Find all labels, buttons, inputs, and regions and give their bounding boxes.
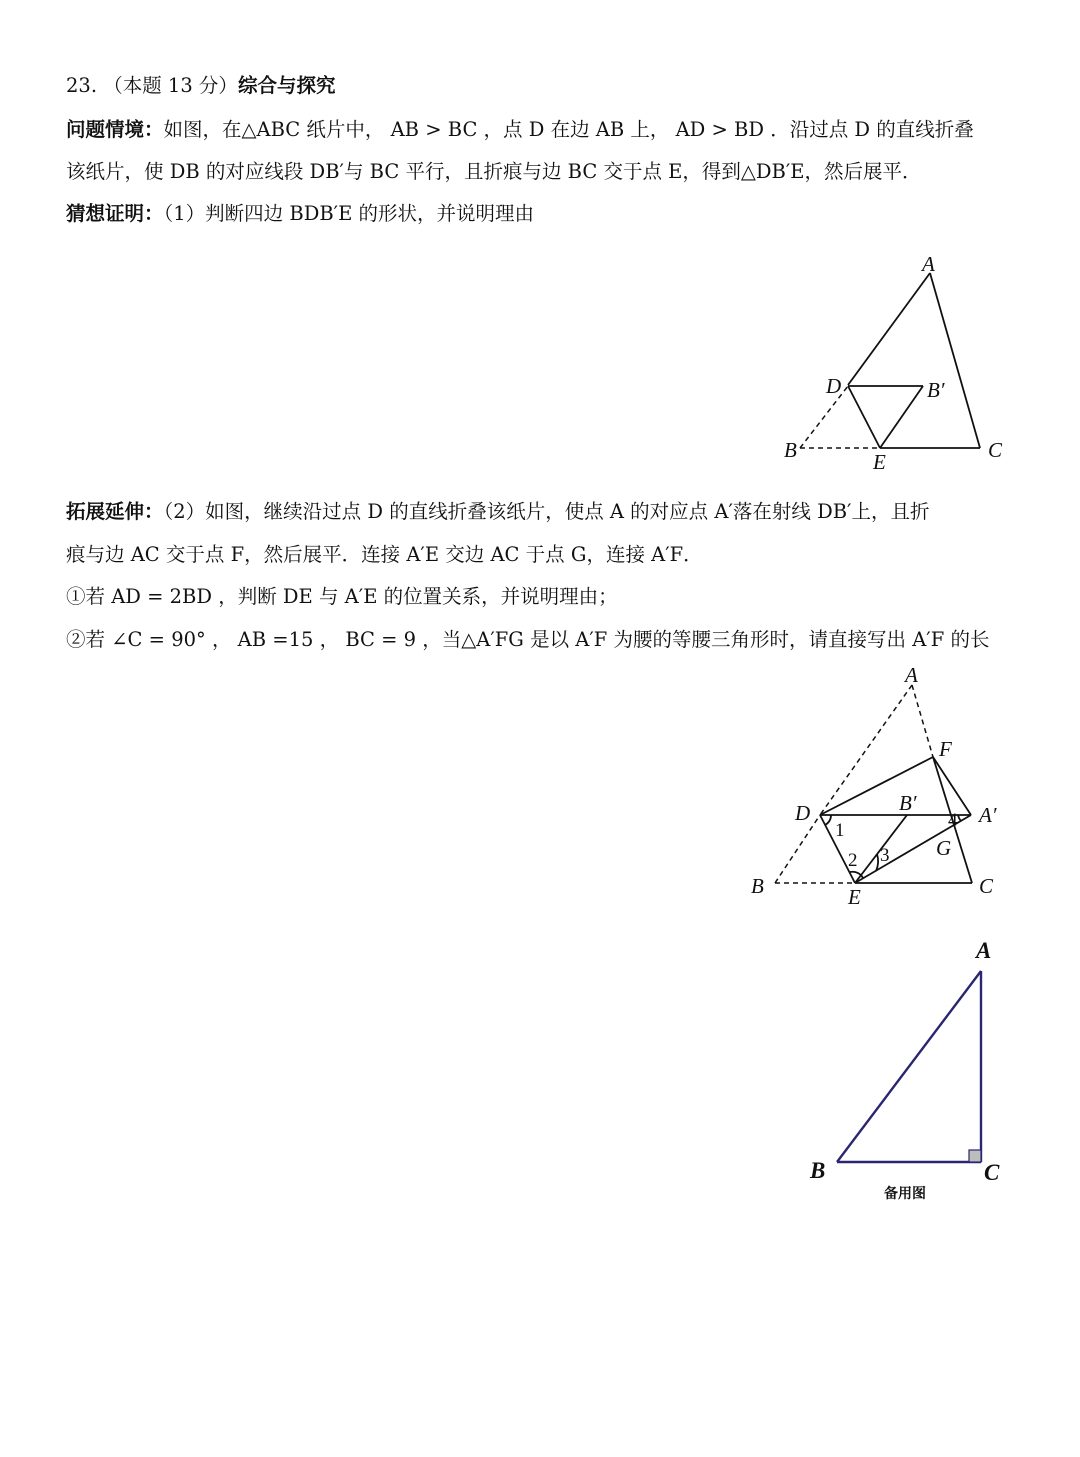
fig2-label-b: B [751,874,764,898]
extension-text-2: 痕与边 AC 交于点 F，然后展平．连接 A′E 交边 AC 于点 G，连接 A′F． [66,543,703,566]
fig3-caption: 备用图 [884,1186,926,1202]
extension-item-2 [66,626,989,654]
fig3-label-b: B [810,1158,826,1183]
fig2-label-a: A [905,663,918,687]
problem-label: 问题情境： [66,118,164,141]
problem-line-1 [66,116,974,144]
fig1-side-ad [848,273,930,385]
fig2-angle-arc-1 [825,815,831,825]
fig3-label-a: A [976,938,992,963]
fig2-angle-3: 3 [880,845,890,866]
fig3-label-c: C [984,1160,1000,1185]
fig2-label-d: D [795,801,811,825]
fig2-label-f: F [939,737,952,761]
extension-item-2-text: ②若 ∠C = 90° ， AB =15 ， BC = 9 ，当△A′FG 是以 A′F 为腰的等腰三角形时，请直接写出 A′F 的长 [66,628,990,651]
question-title: 综合与探究 [237,74,336,97]
problem-text-1: 如图，在△ABC 纸片中， AB > BC ，点 D 在边 AB 上， AD > BD ．沿过点 D 的直线折叠 [163,118,974,141]
fig2-dashed-bd [775,815,820,883]
fig2-angle-1: 1 [835,820,845,841]
fig1-label-b-prime: B′ [927,378,945,402]
extension-line-1 [66,498,929,526]
fig3-right-angle-mark [969,1150,981,1162]
fig1-label-c: C [988,438,1003,462]
problem-line-2 [66,158,922,186]
figure-2 [745,660,1035,915]
fig2-label-g: G [936,836,952,860]
fig2-label-c: C [979,874,994,898]
fig1-seg-b-prime-e [880,386,923,448]
problem-text-2: 该纸片，使 DB 的对应线段 DB′与 BC 平行，且折痕与边 BC 交于点 E，得到△DB′E，然后展平． [66,160,922,183]
fig1-label-a: A [922,252,935,276]
fig2-angle-arc-4 [958,815,961,821]
extension-text-1: （2）如图，继续沿过点 D 的直线折叠该纸片，使点 A 的对应点 A′落在射线 DB′上，且折 [163,500,930,523]
fig1-label-d: D [826,374,842,398]
fig2-label-a-prime: A′ [979,803,997,827]
fig1-seg-de [848,386,880,448]
fig2-dashed-af [912,685,933,757]
fig3-side-ab [837,971,981,1162]
fig1-label-b: B [784,438,797,462]
conjecture-line [66,200,534,228]
extension-line-2 [66,541,703,569]
fig2-angle-2: 2 [848,850,858,871]
extension-label: 拓展延伸： [66,500,164,523]
figure-1 [770,245,1030,480]
fig2-label-b-prime: B′ [899,791,917,815]
question-score: （本题 13 分） [103,74,238,97]
fig2-angle-4: 4 [948,810,958,831]
extension-item-1 [66,583,618,611]
question-header [66,72,335,100]
fig1-side-ac [930,273,980,448]
conjecture-label: 猜想证明： [66,202,164,225]
conjecture-text: （1）判断四边 BDB′E 的形状，并说明理由 [163,202,535,225]
extension-item-1-text: ①若 AD = 2BD ，判断 DE 与 A′E 的位置关系，并说明理由； [66,585,618,608]
fig2-seg-fa-prime [933,757,971,815]
figure-3 [800,930,1025,1215]
question-number: 23. [66,74,98,97]
fig1-label-e: E [873,450,886,474]
fig2-label-e: E [848,885,861,909]
